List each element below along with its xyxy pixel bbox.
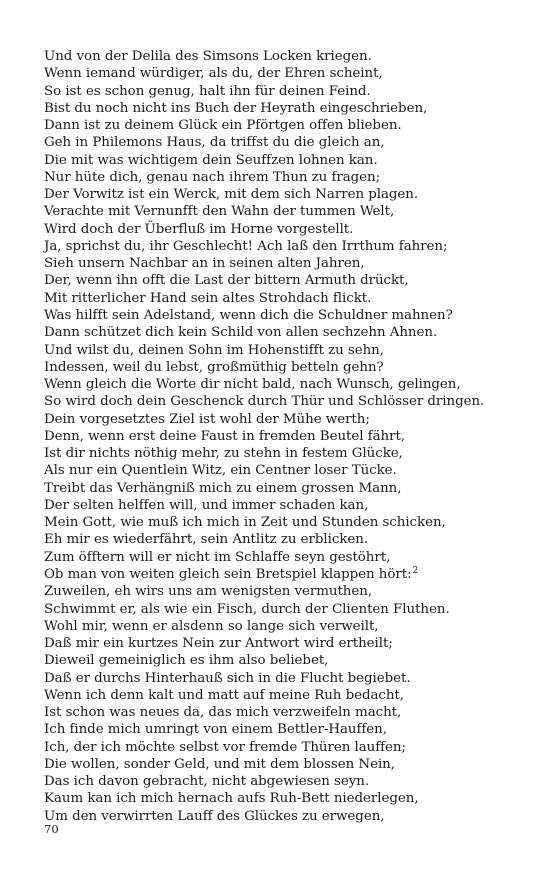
verse-line: Die wollen, sonder Geld, und mit dem blossen Nein,	[44, 756, 395, 772]
verse-line: Der selten helffen will, und immer schaden kan,	[44, 497, 369, 513]
verse-line: So ist es schon genug, halt ihn für deinen Feind.	[44, 83, 371, 99]
verse-line: Die mit was wichtigem dein Seuffzen lohnen kan.	[44, 152, 378, 168]
verse-line: Wenn iemand würdiger, als du, der Ehren scheint,	[44, 66, 383, 82]
verse-line: Der Vorwitz ist ein Werck, mit dem sich Narren plagen.	[44, 187, 419, 203]
verse-line: Als nur ein Quentlein Witz, ein Centner loser Tücke.	[44, 463, 397, 479]
verse-line: Dann ist zu deinem Glück ein Pförtgen offen blieben.	[44, 118, 402, 134]
verse-line-with-footnote	[44, 566, 534, 583]
verse-line: Nur hüte dich, genau nach ihrem Thun zu fragen;	[44, 169, 381, 185]
verse-line: Zum öfftern will er nicht im Schlaffe seyn gestöhrt,	[44, 549, 391, 565]
verse-line: Dann schützet dich kein Schild von allen sechzehn Ahnen.	[44, 325, 438, 341]
verse-line: Geh in Philemons Haus, da triffst du die gleich an,	[44, 135, 385, 151]
verse-line: Zuweilen, eh wirs uns am wenigsten vermuthen,	[44, 584, 373, 600]
page-number: 70	[44, 822, 59, 836]
verse-line: Schwimmt er, als wie ein Fisch, durch der Clienten Fluthen.	[44, 601, 450, 617]
verse-line: Wenn gleich die Worte dir nicht bald, nach Wunsch, gelingen,	[44, 377, 461, 393]
verse-line: Sieh unsern Nachbar an in seinen alten Jahren,	[44, 256, 365, 272]
verse-line: Ist dir nichts nöthig mehr, zu stehn in festem Glücke,	[44, 446, 403, 462]
footnote-marker[interactable]: 2	[412, 565, 419, 576]
verse-line-text: Ob man von weiten gleich sein Bretspiel klappen hört:	[44, 566, 412, 582]
verse-line: So wird doch dein Geschenck durch Thür und Schlösser dringen.	[44, 394, 485, 410]
verse-line: Bist du noch nicht ins Buch der Heyrath eingeschrieben,	[44, 100, 428, 116]
verse-line: Ich finde mich umringt von einem Bettler-Hauffen,	[44, 722, 387, 738]
verse-line: Wenn ich denn kalt und matt auf meine Ruh bedacht,	[44, 687, 404, 703]
verse-line: Ich, der ich möchte selbst vor fremde Thüren lauffen;	[44, 739, 406, 755]
verse-line: Der, wenn ihn offt die Last der bittern Armuth drückt,	[44, 273, 409, 289]
verse-line: Und von der Delila des Simsons Locken kriegen.	[44, 49, 372, 64]
verse-line: Wird doch der Überfluß im Horne vorgestellt.	[44, 221, 354, 237]
verse-line: Wohl mir, wenn er alsdenn so lange sich verweilt,	[44, 618, 379, 634]
verse-line: Verachte mit Vernunfft den Wahn der tummen Welt,	[44, 204, 395, 220]
verse-line: Ist schon was neues da, das mich verzweifeln macht,	[44, 705, 402, 721]
verse-line: Was hilfft sein Adelstand, wenn dich die Schuldner mahnen?	[44, 307, 453, 323]
verse-line: Dieweil gemeiniglich es ihm also beliebet,	[44, 653, 329, 669]
verse-line: Indessen, weil du lebst, großmüthig betteln gehn?	[44, 359, 384, 375]
verse-line: Um den verwirrten Lauff des Glückes zu erwegen,	[44, 808, 385, 824]
verse-line: Ja, sprichst du, ihr Geschlecht! Ach laß den Irrthum fahren;	[44, 238, 448, 254]
verse-line: Und wilst du, deinen Sohn im Hohenstifft zu sehn,	[44, 342, 384, 358]
verse-line: Mit ritterlicher Hand sein altes Strohdach flickt.	[44, 290, 372, 306]
verse-line: Daß er durchs Hinterhauß sich in die Flucht begiebet.	[44, 670, 411, 686]
verse-line: Mein Gott, wie muß ich mich in Zeit und Stunden schicken,	[44, 515, 446, 531]
verse-line: Dein vorgesetztes Ziel ist wohl der Mühe werth;	[44, 411, 370, 427]
verse-line: Treibt das Verhängniß mich zu einem grossen Mann,	[44, 480, 402, 496]
poem-text	[44, 48, 534, 825]
verse-line: Das ich davon gebracht, nicht abgewiesen seyn.	[44, 774, 370, 790]
verse-line: Kaum kan ich mich hernach aufs Ruh-Bett niederlegen,	[44, 791, 419, 807]
verse-line: Denn, wenn erst deine Faust in fremden Beutel fährt,	[44, 428, 405, 444]
verse-line: Daß mir ein kurtzes Nein zur Antwort wird ertheilt;	[44, 636, 393, 652]
verse-line: Eh mir es wiederfährt, sein Antlitz zu erblicken.	[44, 532, 369, 548]
